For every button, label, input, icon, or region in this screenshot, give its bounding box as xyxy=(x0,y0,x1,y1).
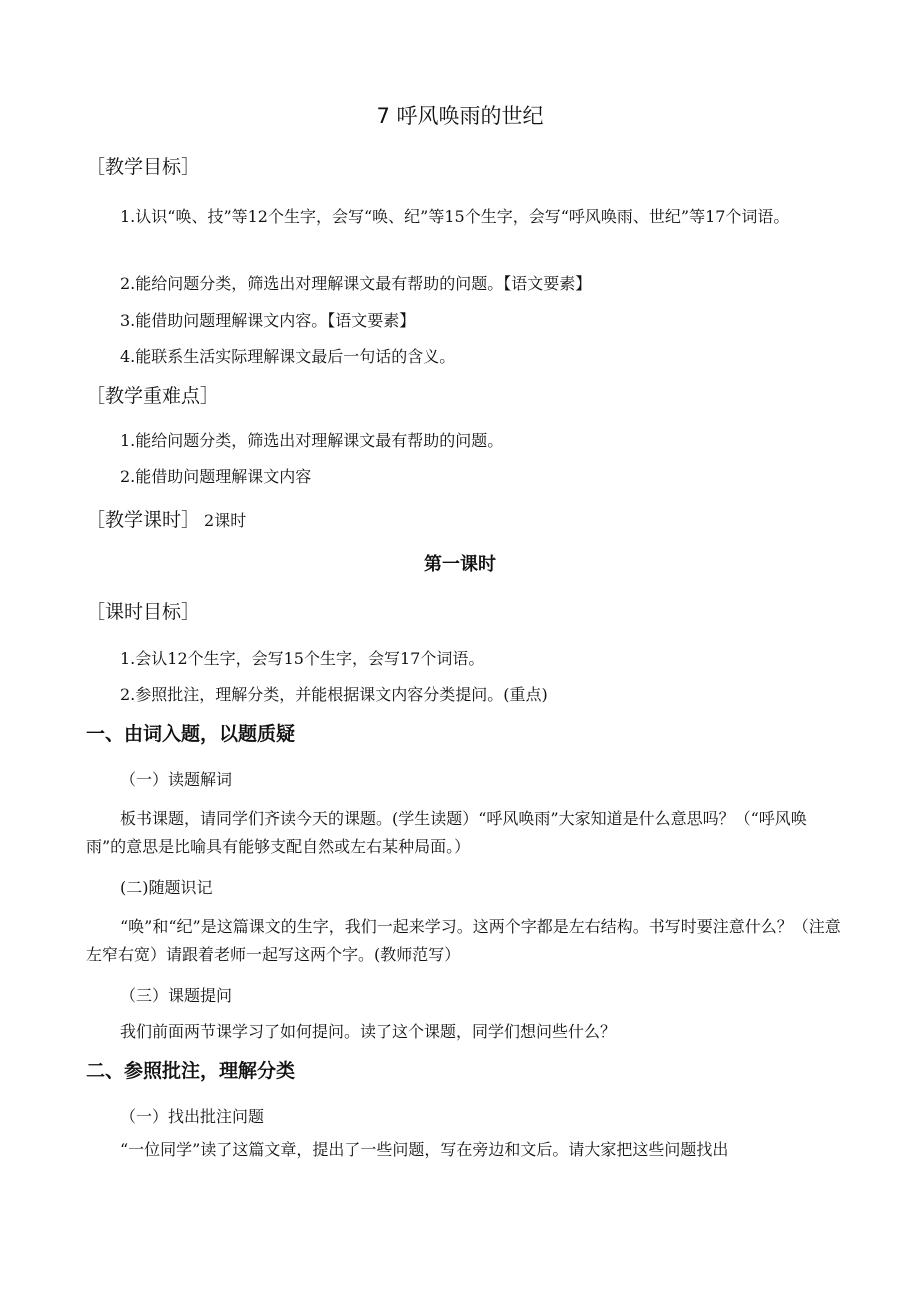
lesson-title: 第一课时 xyxy=(424,554,496,575)
part2-sub1: （一）找出批注问题 xyxy=(120,1107,265,1126)
key-point-item-1: 1.能给问题分类，筛选出对理解课文最有帮助的问题。 xyxy=(120,431,504,450)
objectives-heading: ［教学目标］ xyxy=(86,156,201,178)
objective-item-2: 2.能给问题分类，筛选出对理解课文最有帮助的问题。【语文要素】 xyxy=(120,274,592,293)
part1-paragraph-1: 板书课题，请同学们齐读今天的课题。(学生读题）“呼风唤雨”大家知道是什么意思吗？（“呼风唤雨”的意思是比喻具有能够支配自然或左右某种局面。） xyxy=(86,809,807,856)
key-points-heading: ［教学重难点］ xyxy=(86,385,220,407)
part1-heading: 一、由词入题，以题质疑 xyxy=(86,723,296,745)
part2-heading: 二、参照批注，理解分类 xyxy=(86,1060,296,1082)
objective-item-1: 1.认识“唤、技”等12个生字，会写“唤、纪”等15个生字，会写“呼风唤雨、世纪”等17个词语。 xyxy=(120,207,790,226)
objective-item-4: 4.能联系生活实际理解课文最后一句话的含义。 xyxy=(120,347,456,366)
part2-paragraph-1: “一位同学”读了这篇文章，提出了一些问题，写在旁边和文后。请大家把这些问题找出 xyxy=(120,1140,729,1159)
key-point-item-2: 2.能借助问题理解课文内容 xyxy=(120,467,312,486)
part1-sub1: （一）读题解词 xyxy=(120,770,233,789)
lesson-objective-1: 1.会认12个生字，会写15个生字，会写17个词语。 xyxy=(120,649,485,668)
part1-paragraph-3: 我们前面两节课学习了如何提问。读了这个课题，同学们想问些什么？ xyxy=(120,1022,617,1041)
lesson-objectives-heading: ［课时目标］ xyxy=(86,601,201,623)
objective-item-3: 3.能借助问题理解课文内容。【语文要素】 xyxy=(120,311,416,330)
hours-value: 2课时 xyxy=(204,511,247,530)
part1-sub2: (二)随题识记 xyxy=(120,878,213,897)
hours-heading: ［教学课时］ xyxy=(86,509,201,531)
hours-line xyxy=(86,505,246,532)
document-title: 7 呼风唤雨的世纪 xyxy=(376,104,544,128)
lesson-objective-2: 2.参照批注，理解分类，并能根据课文内容分类提问。(重点) xyxy=(120,685,548,704)
part1-paragraph-2: “唤”和“纪”是这篇课文的生字，我们一起来学习。这两个字都是左右结构。书写时要注意什么？（注意左窄右宽）请跟着老师一起写这两个字。(教师范写） xyxy=(86,917,841,964)
part1-sub3: （三）课题提问 xyxy=(120,986,233,1005)
